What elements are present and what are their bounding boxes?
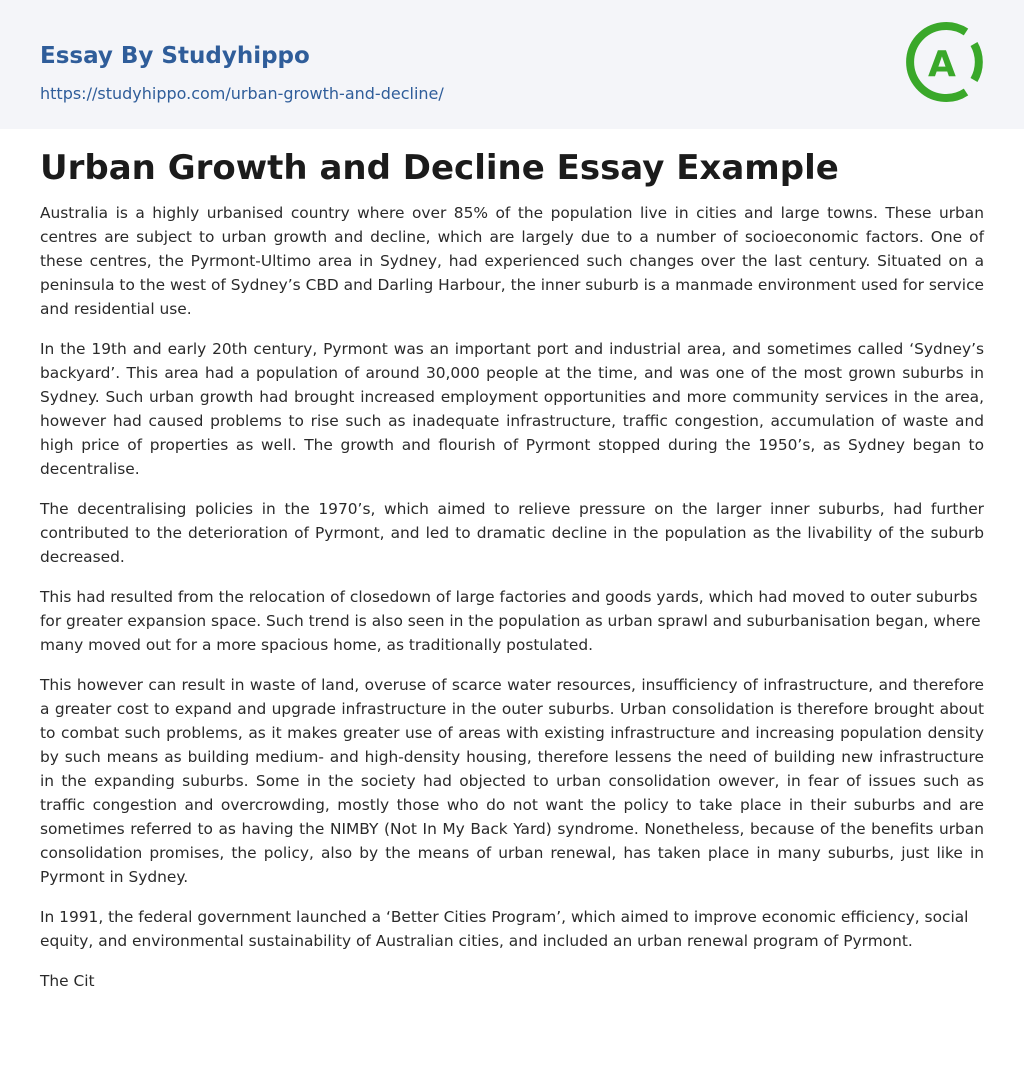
paragraph-7-truncated: The Cit (40, 972, 95, 990)
studyhippo-logo-icon[interactable] (900, 20, 984, 104)
paragraph-3: The decentralising policies in the 1970’s, which aimed to relieve pressure on the larger inner suburbs, had further contributed to the deterioration of Pyrmont, and led to dramatic decline in the population as the livability of the suburb decreased. (40, 500, 984, 566)
page-title: Urban Growth and Decline Essay Example (40, 148, 839, 188)
paragraph-6: In 1991, the federal government launched a ‘Better Cities Program’, which aimed to improve economic efficiency, social equity, and environmental sustainability of Australian cities, and included an urban renewal program of Pyrmont. (40, 908, 969, 950)
paragraph-4: This had resulted from the relocation of closedown of large factories and goods yards, which had moved to outer suburbs for greater expansion space. Such trend is also seen in the population as urban sprawl and suburbanisation began, where many moved out for a more spacious home, as traditionally postulated. (40, 588, 981, 654)
site-brand[interactable]: Essay By Studyhippo (40, 43, 310, 69)
logo-letter: A (928, 44, 956, 85)
article (0, 147, 1024, 993)
paragraph-5: This however can result in waste of land, overuse of scarce water resources, insufficiency of infrastructure, and therefore a greater cost to expand and upgrade infrastructure in the outer suburbs. Urban consolidation is therefore brought about to combat such problems, as it makes greater use of areas with existing infrastructure and increasing population density by such means as building medium- and high-density housing, therefore lessens the need of building new infrastructure in the expanding suburbs. Some in the society had objected to urban consolidation owever, in fear of issues such as traffic congestion and overcrowding, mostly those who do not want the policy to take place in their suburbs and are sometimes referred to as having the NIMBY (Not In My Back Yard) syndrome. Nonetheless, because of the benefits urban consolidation promises, the policy, also by the means of urban renewal, has taken place in many suburbs, just like in Pyrmont in Sydney. (40, 676, 984, 886)
paragraph-1: Australia is a highly urbanised country where over 85% of the population live in cities and large towns. These urban centres are subject to urban growth and decline, which are largely due to a number of socioeconomic factors. One of these centres, the Pyrmont-Ultimo area in Sydney, had experienced such changes over the last century. Situated on a peninsula to the west of Sydney’s CBD and Darling Harbour, the inner suburb is a manmade environment used for service and residential use. (40, 204, 984, 318)
paragraph-2: In the 19th and early 20th century, Pyrmont was an important port and industrial area, and sometimes called ‘Sydney’s backyard’. This area had a population of around 30,000 people at the time, and was one of the most grown suburbs in Sydney. Such urban growth had brought increased employment opportunities and more community services in the area, however had caused problems to rise such as inadequate infrastructure, traffic congestion, accumulation of waste and high price of properties as well. The growth and flourish of Pyrmont stopped during the 1950’s, as Sydney began to decentralise. (40, 340, 984, 478)
source-url-link[interactable]: https://studyhippo.com/urban-growth-and-decline/ (40, 84, 444, 103)
site-header (0, 0, 1024, 129)
